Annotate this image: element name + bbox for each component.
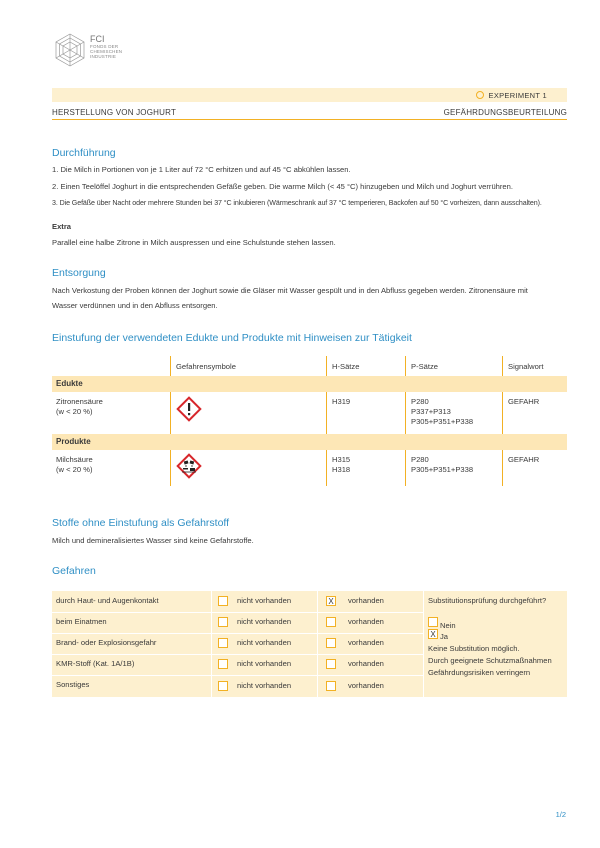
hazard-label: Sonstiges bbox=[56, 680, 90, 689]
fci-logo-icon bbox=[52, 32, 88, 68]
present-checkbox[interactable] bbox=[326, 638, 336, 648]
not-present-checkbox[interactable] bbox=[218, 681, 228, 691]
corrosion-icon bbox=[176, 453, 202, 479]
present-label: vorhanden bbox=[348, 659, 384, 668]
document-type: GEFÄHRDUNGSBEURTEILUNG bbox=[443, 108, 567, 117]
present-label: vorhanden bbox=[348, 617, 384, 626]
logo-abbr: FCI bbox=[90, 34, 105, 44]
present-label: vorhanden bbox=[348, 681, 384, 690]
extra-text: Parallel eine halbe Zitrone in Milch auspressen und eine Schulstunde stehen lassen. bbox=[52, 238, 336, 247]
p-statement: P305+P351+P338 bbox=[411, 465, 474, 474]
substance-concentration: (w < 20 %) bbox=[56, 465, 93, 474]
table-row bbox=[52, 392, 567, 434]
p-statement: P280 bbox=[411, 455, 429, 464]
table-row bbox=[52, 450, 567, 486]
logo-line: INDUSTRIE bbox=[90, 54, 117, 60]
section-title-gefahren: Gefahren bbox=[52, 565, 96, 577]
substitution-note: Durch geeignete Schutzmaßnahmen bbox=[428, 656, 552, 665]
substance-concentration: (w < 20 %) bbox=[56, 407, 93, 416]
step-3: 3. Die Gefäße über Nacht oder mehrere Stunden bei 37 °C inkubieren (Wärmeschrank auf 37 °C temperieren, Backofen auf 50 °C vorheizen, dann ausschalten). bbox=[52, 199, 542, 207]
p-statement: P280 bbox=[411, 397, 429, 406]
hazard-label: KMR-Stoff (Kat. 1A/1B) bbox=[56, 659, 135, 668]
not-present-checkbox[interactable] bbox=[218, 617, 228, 627]
experiment-label bbox=[476, 91, 547, 100]
not-present-checkbox[interactable] bbox=[218, 638, 228, 648]
logo-line: FONDS DER bbox=[90, 44, 119, 49]
not-present-label: nicht vorhanden bbox=[237, 638, 292, 647]
h-statement: H318 bbox=[332, 465, 351, 474]
section-title-entsorgung: Entsorgung bbox=[52, 267, 106, 279]
signal-word: GEFAHR bbox=[508, 397, 540, 406]
not-present-label: nicht vorhanden bbox=[237, 659, 292, 668]
h-statement: H319 bbox=[332, 397, 351, 406]
hazard-row bbox=[52, 591, 423, 611]
substitution-yes-checkbox[interactable]: X bbox=[428, 629, 438, 639]
substitution-question: Substitutionsprüfung durchgeführt? bbox=[428, 596, 547, 605]
present-checkbox[interactable] bbox=[326, 681, 336, 691]
not-present-label: nicht vorhanden bbox=[237, 681, 292, 690]
logo-text bbox=[90, 34, 122, 60]
extra-title: Extra bbox=[52, 222, 71, 231]
present-checkbox[interactable] bbox=[326, 617, 336, 627]
present-checkbox[interactable]: X bbox=[326, 596, 336, 606]
col-header: Signalwort bbox=[508, 362, 544, 371]
section-title-einstufung: Einstufung der verwendeten Edukte und Produkte mit Hinweisen zur Tätigkeit bbox=[52, 332, 412, 344]
present-label: vorhanden bbox=[348, 596, 384, 605]
logo-line: CHEMISCHEN bbox=[90, 49, 123, 55]
experiment-band bbox=[52, 88, 567, 102]
hazard-row bbox=[52, 654, 423, 674]
section-title-stoffe: Stoffe ohne Einstufung als Gefahrstoff bbox=[52, 517, 230, 529]
substitution-no-label: Nein bbox=[440, 621, 456, 630]
page-number: 1/2 bbox=[555, 810, 566, 819]
p-statement: P305+P351+P338 bbox=[411, 417, 474, 426]
sun-icon bbox=[476, 91, 484, 99]
entsorgung-line-1: Nach Verkostung der Proben können der Joghurt sowie die Gläser mit Wasser gespült und in den Abfluss gegeben werden. Zitronensäure mit bbox=[52, 286, 528, 295]
classification-table bbox=[52, 356, 567, 486]
hazard-row bbox=[52, 633, 423, 653]
not-present-checkbox[interactable] bbox=[218, 596, 228, 606]
hazard-row bbox=[52, 675, 423, 695]
document-title: HERSTELLUNG VON JOGHURT bbox=[52, 108, 177, 117]
section-title-durchfuehrung: Durchführung bbox=[52, 147, 116, 159]
substitution-no-checkbox[interactable] bbox=[428, 617, 438, 627]
table-header-row bbox=[52, 356, 567, 376]
hazard-label: durch Haut- und Augenkontakt bbox=[56, 596, 159, 605]
substance-name: Zitronensäure bbox=[56, 397, 103, 406]
p-statement: P337+P313 bbox=[411, 407, 451, 416]
header-row bbox=[52, 106, 567, 120]
col-header: Gefahrensymbole bbox=[176, 362, 236, 371]
produkte-header: Produkte bbox=[52, 434, 567, 450]
h-statement: H315 bbox=[332, 455, 351, 464]
experiment-text: EXPERIMENT 1 bbox=[488, 91, 547, 100]
edukte-header: Edukte bbox=[52, 376, 567, 392]
stoffe-text: Milch und demineralisiertes Wasser sind keine Gefahrstoffe. bbox=[52, 536, 254, 545]
substitution-yes-label: Ja bbox=[440, 632, 449, 641]
substitution-note: Gefährdungsrisiken verringern bbox=[428, 668, 531, 677]
signal-word: GEFAHR bbox=[508, 455, 540, 464]
not-present-label: nicht vorhanden bbox=[237, 617, 292, 626]
col-header: P-Sätze bbox=[411, 362, 439, 371]
step-1: 1. Die Milch in Portionen von je 1 Liter auf 72 °C erhitzen und auf 45 °C abkühlen lassen. bbox=[52, 165, 351, 174]
not-present-label: nicht vorhanden bbox=[237, 596, 292, 605]
substitution-note: Keine Substitution möglich. bbox=[428, 644, 520, 653]
hazards-table bbox=[52, 591, 567, 697]
hazard-label: Brand- oder Explosionsgefahr bbox=[56, 638, 157, 647]
col-header: H-Sätze bbox=[332, 362, 360, 371]
present-label: vorhanden bbox=[348, 638, 384, 647]
exclamation-mark-icon bbox=[176, 396, 202, 422]
entsorgung-line-2: Wasser verdünnen und in den Abfluss entsorgen. bbox=[52, 301, 218, 310]
hazard-label: beim Einatmen bbox=[56, 617, 107, 626]
present-checkbox[interactable] bbox=[326, 659, 336, 669]
step-2: 2. Einen Teelöffel Joghurt in die entsprechenden Gefäße geben. Die warme Milch (< 45 °C) hinzugeben und Milch und Joghurt verrühren. bbox=[52, 182, 513, 191]
substance-name: Milchsäure bbox=[56, 455, 93, 464]
hazard-row bbox=[52, 612, 423, 632]
not-present-checkbox[interactable] bbox=[218, 659, 228, 669]
